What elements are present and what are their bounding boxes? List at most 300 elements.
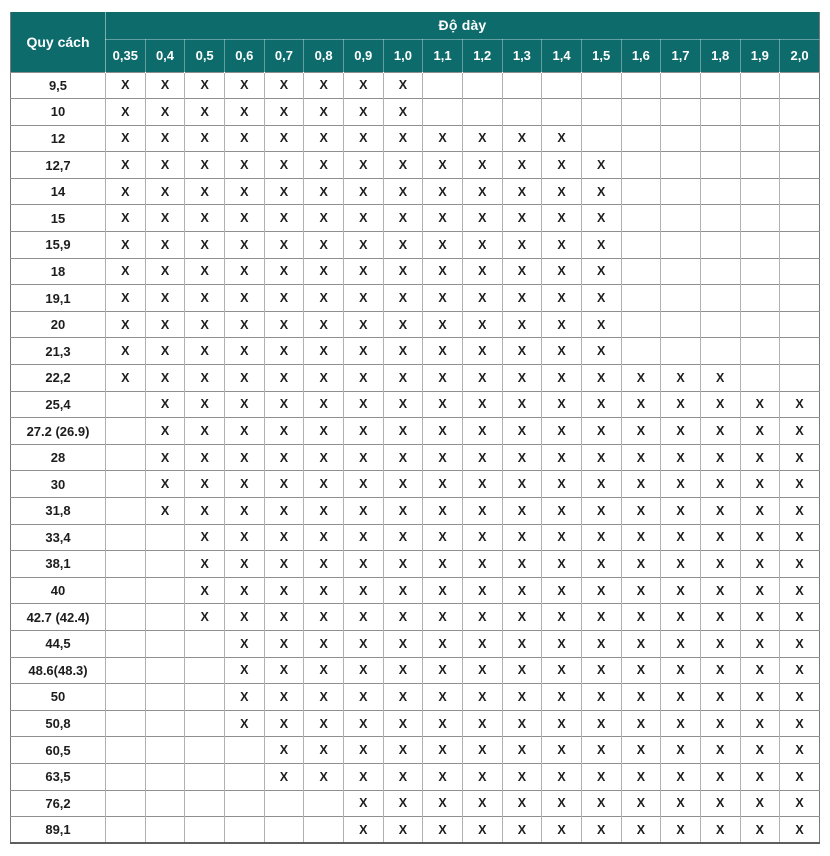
mark-cell: X — [740, 418, 780, 445]
mark-cell: X — [780, 817, 820, 844]
mark-cell: X — [581, 152, 621, 179]
row-label: 19,1 — [11, 285, 106, 312]
empty-cell — [621, 72, 661, 99]
mark-cell: X — [542, 338, 582, 365]
empty-cell — [621, 232, 661, 259]
empty-cell — [661, 178, 701, 205]
mark-cell: X — [304, 418, 344, 445]
empty-cell — [661, 205, 701, 232]
mark-cell: X — [106, 338, 146, 365]
mark-cell: X — [740, 790, 780, 817]
mark-cell: X — [145, 152, 185, 179]
mark-cell: X — [780, 710, 820, 737]
mark-cell: X — [621, 790, 661, 817]
mark-cell: X — [145, 498, 185, 525]
mark-cell: X — [106, 311, 146, 338]
mark-cell: X — [264, 604, 304, 631]
mark-cell: X — [661, 790, 701, 817]
mark-cell: X — [423, 205, 463, 232]
mark-cell: X — [621, 684, 661, 711]
mark-cell: X — [224, 710, 264, 737]
empty-cell — [661, 99, 701, 126]
mark-cell: X — [145, 72, 185, 99]
mark-cell: X — [780, 498, 820, 525]
empty-cell — [185, 657, 225, 684]
empty-cell — [106, 551, 146, 578]
mark-cell: X — [304, 232, 344, 259]
mark-cell: X — [264, 391, 304, 418]
mark-cell: X — [224, 232, 264, 259]
mark-cell: X — [343, 338, 383, 365]
mark-cell: X — [264, 551, 304, 578]
mark-cell: X — [383, 258, 423, 285]
row-label: 21,3 — [11, 338, 106, 365]
mark-cell: X — [661, 817, 701, 844]
mark-cell: X — [700, 630, 740, 657]
mark-cell: X — [106, 285, 146, 312]
mark-cell: X — [304, 391, 344, 418]
empty-cell — [581, 125, 621, 152]
mark-cell: X — [502, 232, 542, 259]
empty-cell — [106, 604, 146, 631]
mark-cell: X — [740, 817, 780, 844]
mark-cell: X — [542, 737, 582, 764]
mark-cell: X — [621, 444, 661, 471]
mark-cell: X — [581, 657, 621, 684]
thickness-column-header: 0,8 — [304, 39, 344, 72]
mark-cell: X — [502, 657, 542, 684]
empty-cell — [581, 99, 621, 126]
mark-cell: X — [423, 551, 463, 578]
mark-cell: X — [145, 444, 185, 471]
mark-cell: X — [343, 657, 383, 684]
mark-cell: X — [502, 125, 542, 152]
row-label: 12 — [11, 125, 106, 152]
mark-cell: X — [264, 684, 304, 711]
empty-cell — [106, 684, 146, 711]
mark-cell: X — [264, 311, 304, 338]
mark-cell: X — [581, 205, 621, 232]
table-row — [11, 72, 820, 99]
mark-cell: X — [264, 524, 304, 551]
mark-cell: X — [423, 152, 463, 179]
mark-cell: X — [106, 205, 146, 232]
mark-cell: X — [502, 205, 542, 232]
mark-cell: X — [185, 178, 225, 205]
row-label: 20 — [11, 311, 106, 338]
mark-cell: X — [780, 737, 820, 764]
mark-cell: X — [462, 524, 502, 551]
empty-cell — [621, 285, 661, 312]
empty-cell — [780, 125, 820, 152]
mark-cell: X — [185, 524, 225, 551]
mark-cell: X — [542, 577, 582, 604]
mark-cell: X — [304, 551, 344, 578]
mark-cell: X — [542, 285, 582, 312]
thickness-column-header: 1,5 — [581, 39, 621, 72]
mark-cell: X — [621, 391, 661, 418]
mark-cell: X — [502, 391, 542, 418]
mark-cell: X — [423, 604, 463, 631]
mark-cell: X — [423, 498, 463, 525]
mark-cell: X — [264, 72, 304, 99]
empty-cell — [780, 258, 820, 285]
mark-cell: X — [542, 817, 582, 844]
mark-cell: X — [423, 737, 463, 764]
mark-cell: X — [383, 657, 423, 684]
mark-cell: X — [264, 338, 304, 365]
empty-cell — [780, 338, 820, 365]
empty-cell — [106, 710, 146, 737]
mark-cell: X — [502, 258, 542, 285]
mark-cell: X — [106, 99, 146, 126]
empty-cell — [700, 232, 740, 259]
corner-header: Quy cách — [11, 12, 106, 72]
empty-cell — [224, 790, 264, 817]
mark-cell: X — [740, 444, 780, 471]
mark-cell: X — [264, 365, 304, 392]
mark-cell: X — [621, 657, 661, 684]
thickness-column-header: 1,3 — [502, 39, 542, 72]
mark-cell: X — [106, 258, 146, 285]
mark-cell: X — [224, 684, 264, 711]
mark-cell: X — [304, 285, 344, 312]
mark-cell: X — [383, 444, 423, 471]
table-row — [11, 710, 820, 737]
empty-cell — [502, 72, 542, 99]
mark-cell: X — [740, 684, 780, 711]
mark-cell: X — [581, 710, 621, 737]
row-label: 15,9 — [11, 232, 106, 259]
mark-cell: X — [740, 524, 780, 551]
row-label: 31,8 — [11, 498, 106, 525]
mark-cell: X — [542, 630, 582, 657]
mark-cell: X — [502, 763, 542, 790]
mark-cell: X — [502, 630, 542, 657]
mark-cell: X — [343, 285, 383, 312]
table-row — [11, 577, 820, 604]
table-row — [11, 365, 820, 392]
mark-cell: X — [423, 232, 463, 259]
mark-cell: X — [542, 311, 582, 338]
mark-cell: X — [423, 630, 463, 657]
group-header: Độ dày — [106, 12, 820, 39]
mark-cell: X — [502, 471, 542, 498]
empty-cell — [661, 232, 701, 259]
mark-cell: X — [621, 551, 661, 578]
empty-cell — [621, 311, 661, 338]
mark-cell: X — [343, 125, 383, 152]
mark-cell: X — [423, 338, 463, 365]
mark-cell: X — [343, 524, 383, 551]
mark-cell: X — [462, 152, 502, 179]
mark-cell: X — [224, 577, 264, 604]
mark-cell: X — [661, 630, 701, 657]
mark-cell: X — [145, 178, 185, 205]
mark-cell: X — [304, 498, 344, 525]
mark-cell: X — [224, 72, 264, 99]
mark-cell: X — [224, 338, 264, 365]
mark-cell: X — [780, 418, 820, 445]
empty-cell — [740, 338, 780, 365]
table-body — [11, 72, 820, 843]
mark-cell: X — [343, 311, 383, 338]
mark-cell: X — [502, 551, 542, 578]
mark-cell: X — [740, 551, 780, 578]
empty-cell — [145, 657, 185, 684]
mark-cell: X — [106, 152, 146, 179]
mark-cell: X — [502, 418, 542, 445]
table-row — [11, 657, 820, 684]
mark-cell: X — [383, 763, 423, 790]
empty-cell — [661, 285, 701, 312]
mark-cell: X — [224, 657, 264, 684]
mark-cell: X — [185, 365, 225, 392]
mark-cell: X — [185, 232, 225, 259]
table-row — [11, 285, 820, 312]
empty-cell — [145, 790, 185, 817]
thickness-header-row — [11, 39, 820, 72]
mark-cell: X — [462, 630, 502, 657]
mark-cell: X — [224, 125, 264, 152]
empty-cell — [740, 152, 780, 179]
table-row — [11, 444, 820, 471]
empty-cell — [106, 817, 146, 844]
row-label: 14 — [11, 178, 106, 205]
mark-cell: X — [224, 311, 264, 338]
mark-cell: X — [423, 258, 463, 285]
row-label: 18 — [11, 258, 106, 285]
empty-cell — [581, 72, 621, 99]
mark-cell: X — [145, 418, 185, 445]
mark-cell: X — [661, 498, 701, 525]
mark-cell: X — [780, 471, 820, 498]
mark-cell: X — [621, 737, 661, 764]
row-label: 63,5 — [11, 763, 106, 790]
mark-cell: X — [462, 258, 502, 285]
empty-cell — [145, 604, 185, 631]
row-label: 12,7 — [11, 152, 106, 179]
mark-cell: X — [423, 524, 463, 551]
table-row — [11, 418, 820, 445]
mark-cell: X — [304, 99, 344, 126]
mark-cell: X — [621, 471, 661, 498]
mark-cell: X — [542, 684, 582, 711]
row-label: 25,4 — [11, 391, 106, 418]
mark-cell: X — [343, 498, 383, 525]
mark-cell: X — [185, 604, 225, 631]
mark-cell: X — [581, 232, 621, 259]
empty-cell — [740, 125, 780, 152]
empty-cell — [106, 444, 146, 471]
empty-cell — [700, 311, 740, 338]
mark-cell: X — [106, 365, 146, 392]
table-row — [11, 152, 820, 179]
thickness-column-header: 0,7 — [264, 39, 304, 72]
empty-cell — [740, 285, 780, 312]
mark-cell: X — [383, 72, 423, 99]
mark-cell: X — [700, 604, 740, 631]
mark-cell: X — [224, 418, 264, 445]
mark-cell: X — [502, 817, 542, 844]
mark-cell: X — [264, 285, 304, 312]
row-label: 9,5 — [11, 72, 106, 99]
mark-cell: X — [343, 471, 383, 498]
row-label: 15 — [11, 205, 106, 232]
empty-cell — [106, 524, 146, 551]
mark-cell: X — [343, 418, 383, 445]
mark-cell: X — [542, 763, 582, 790]
table-row — [11, 338, 820, 365]
mark-cell: X — [700, 790, 740, 817]
mark-cell: X — [462, 551, 502, 578]
mark-cell: X — [264, 232, 304, 259]
mark-cell: X — [383, 524, 423, 551]
mark-cell: X — [542, 418, 582, 445]
mark-cell: X — [581, 684, 621, 711]
mark-cell: X — [780, 391, 820, 418]
table-row — [11, 630, 820, 657]
mark-cell: X — [621, 604, 661, 631]
mark-cell: X — [740, 391, 780, 418]
empty-cell — [700, 99, 740, 126]
thickness-column-header: 2,0 — [780, 39, 820, 72]
empty-cell — [185, 817, 225, 844]
mark-cell: X — [304, 205, 344, 232]
empty-cell — [700, 72, 740, 99]
mark-cell: X — [423, 365, 463, 392]
mark-cell: X — [304, 763, 344, 790]
mark-cell: X — [423, 418, 463, 445]
mark-cell: X — [304, 72, 344, 99]
mark-cell: X — [740, 498, 780, 525]
row-label: 10 — [11, 99, 106, 126]
mark-cell: X — [264, 710, 304, 737]
mark-cell: X — [462, 577, 502, 604]
mark-cell: X — [383, 710, 423, 737]
mark-cell: X — [462, 498, 502, 525]
mark-cell: X — [185, 498, 225, 525]
mark-cell: X — [462, 790, 502, 817]
mark-cell: X — [304, 604, 344, 631]
mark-cell: X — [462, 657, 502, 684]
mark-cell: X — [185, 285, 225, 312]
table-row — [11, 498, 820, 525]
table-row — [11, 99, 820, 126]
mark-cell: X — [581, 444, 621, 471]
mark-cell: X — [700, 710, 740, 737]
table-row — [11, 391, 820, 418]
mark-cell: X — [224, 630, 264, 657]
mark-cell: X — [542, 710, 582, 737]
mark-cell: X — [462, 418, 502, 445]
mark-cell: X — [264, 471, 304, 498]
empty-cell — [621, 178, 661, 205]
mark-cell: X — [462, 311, 502, 338]
row-label: 50 — [11, 684, 106, 711]
mark-cell: X — [343, 737, 383, 764]
mark-cell: X — [383, 471, 423, 498]
mark-cell: X — [581, 285, 621, 312]
mark-cell: X — [383, 551, 423, 578]
empty-cell — [661, 338, 701, 365]
mark-cell: X — [581, 604, 621, 631]
mark-cell: X — [383, 125, 423, 152]
table-row — [11, 258, 820, 285]
empty-cell — [185, 790, 225, 817]
empty-cell — [304, 790, 344, 817]
mark-cell: X — [661, 604, 701, 631]
mark-cell: X — [145, 365, 185, 392]
mark-cell: X — [581, 471, 621, 498]
mark-cell: X — [106, 72, 146, 99]
mark-cell: X — [462, 285, 502, 312]
mark-cell: X — [740, 471, 780, 498]
mark-cell: X — [185, 391, 225, 418]
mark-cell: X — [145, 258, 185, 285]
empty-cell — [740, 72, 780, 99]
empty-cell — [780, 152, 820, 179]
thickness-column-header: 1,2 — [462, 39, 502, 72]
table-row — [11, 763, 820, 790]
mark-cell: X — [542, 471, 582, 498]
mark-cell: X — [423, 684, 463, 711]
empty-cell — [740, 311, 780, 338]
mark-cell: X — [304, 524, 344, 551]
mark-cell: X — [383, 285, 423, 312]
mark-cell: X — [581, 178, 621, 205]
mark-cell: X — [780, 630, 820, 657]
mark-cell: X — [502, 152, 542, 179]
mark-cell: X — [343, 790, 383, 817]
mark-cell: X — [106, 178, 146, 205]
mark-cell: X — [185, 258, 225, 285]
mark-cell: X — [581, 577, 621, 604]
empty-cell — [224, 817, 264, 844]
mark-cell: X — [304, 471, 344, 498]
mark-cell: X — [264, 99, 304, 126]
mark-cell: X — [502, 737, 542, 764]
row-label: 33,4 — [11, 524, 106, 551]
mark-cell: X — [304, 365, 344, 392]
row-label: 42.7 (42.4) — [11, 604, 106, 631]
mark-cell: X — [780, 763, 820, 790]
mark-cell: X — [780, 444, 820, 471]
empty-cell — [462, 99, 502, 126]
mark-cell: X — [661, 710, 701, 737]
table-header — [11, 12, 820, 72]
empty-cell — [740, 365, 780, 392]
empty-cell — [106, 418, 146, 445]
mark-cell: X — [383, 630, 423, 657]
mark-cell: X — [542, 125, 582, 152]
mark-cell: X — [700, 763, 740, 790]
mark-cell: X — [581, 391, 621, 418]
row-label: 28 — [11, 444, 106, 471]
mark-cell: X — [343, 551, 383, 578]
mark-cell: X — [145, 311, 185, 338]
mark-cell: X — [581, 258, 621, 285]
mark-cell: X — [264, 125, 304, 152]
mark-cell: X — [661, 763, 701, 790]
mark-cell: X — [383, 790, 423, 817]
mark-cell: X — [423, 125, 463, 152]
mark-cell: X — [224, 285, 264, 312]
empty-cell — [661, 125, 701, 152]
spec-table — [10, 12, 820, 844]
mark-cell: X — [185, 311, 225, 338]
mark-cell: X — [423, 285, 463, 312]
